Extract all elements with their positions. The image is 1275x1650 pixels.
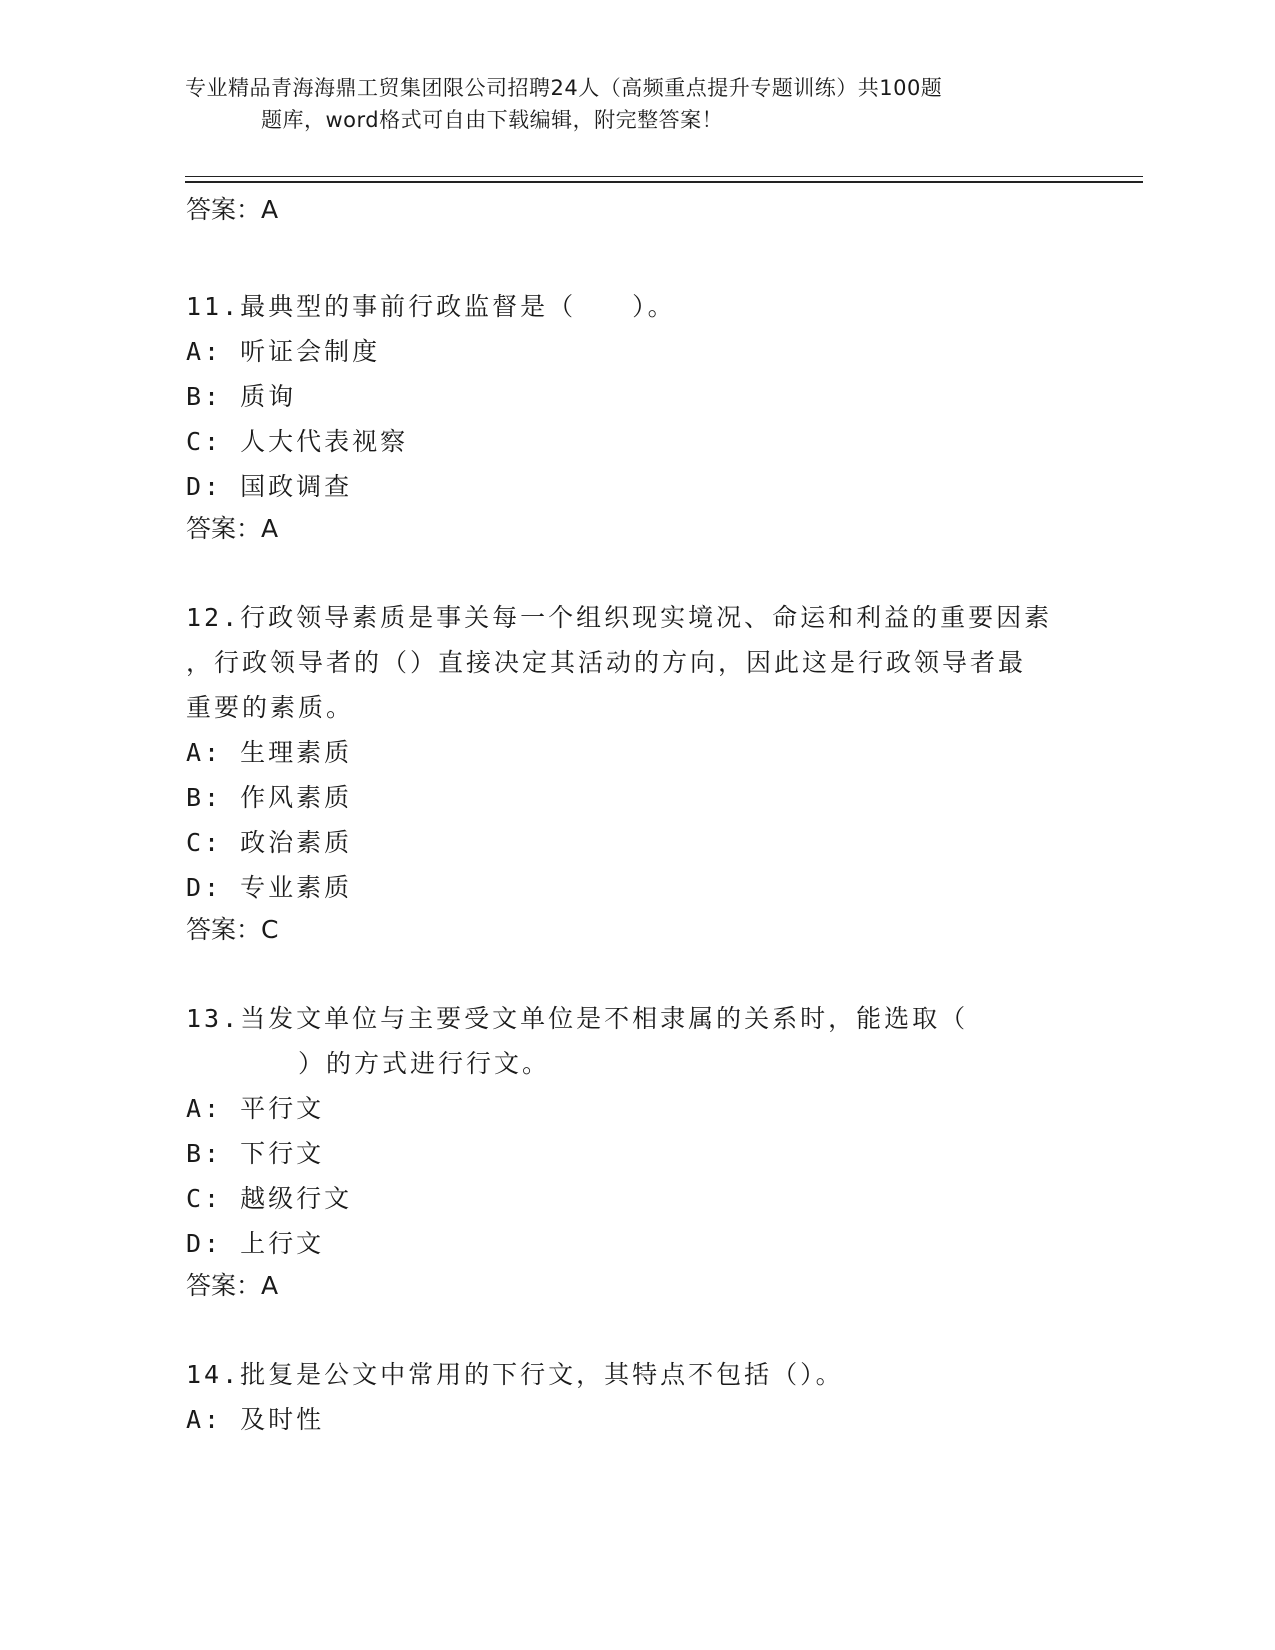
option-b: B: 质询 bbox=[186, 382, 297, 411]
answer: 答案：A bbox=[186, 1271, 279, 1300]
question-11 bbox=[186, 284, 1086, 549]
question-stem: 14.批复是公文中常用的下行文，其特点不包括（）。 bbox=[186, 1360, 844, 1389]
answer: 答案：C bbox=[186, 915, 279, 944]
page-header bbox=[185, 72, 1085, 136]
option-b: B: 下行文 bbox=[186, 1139, 325, 1168]
question-stem-line-2: ，行政领导者的（）直接决定其活动的方向，因此这是行政领导者最 bbox=[186, 648, 1027, 677]
option-a: A: 听证会制度 bbox=[186, 337, 381, 366]
question-14 bbox=[186, 1352, 1086, 1442]
option-d: D: 国政调查 bbox=[186, 472, 353, 501]
header-rule-thin bbox=[185, 176, 1143, 177]
header-line-1: 专业精品青海海鼎工贸集团限公司招聘24人（高频重点提升专题训练）共100题 bbox=[185, 76, 943, 100]
question-stem-line-3: 重要的素质。 bbox=[186, 693, 355, 722]
question-12 bbox=[186, 595, 1086, 950]
question-stem: 11.最典型的事前行政监督是（ ）。 bbox=[186, 292, 676, 321]
option-b: B: 作风素质 bbox=[186, 783, 353, 812]
header-line-2: 题库，word格式可自由下载编辑，附完整答案！ bbox=[261, 108, 724, 132]
option-a: A: 及时性 bbox=[186, 1405, 325, 1434]
option-c: C: 人大代表视察 bbox=[186, 427, 409, 456]
option-c: C: 政治素质 bbox=[186, 828, 353, 857]
option-d: D: 专业素质 bbox=[186, 873, 353, 902]
option-d: D: 上行文 bbox=[186, 1229, 325, 1258]
document-body bbox=[186, 190, 1086, 1442]
option-c: C: 越级行文 bbox=[186, 1184, 353, 1213]
answer: 答案：A bbox=[186, 514, 279, 543]
question-13 bbox=[186, 996, 1086, 1306]
previous-answer: 答案：A bbox=[186, 195, 279, 224]
header-rule-thick bbox=[185, 181, 1143, 183]
question-stem-line-1: 12.行政领导素质是事关每一个组织现实境况、命运和利益的重要因素 bbox=[186, 603, 1053, 632]
question-stem-line-2: ）的方式进行行文。 bbox=[186, 1049, 551, 1078]
question-stem-line-1: 13.当发文单位与主要受文单位是不相隶属的关系时，能选取（ bbox=[186, 1004, 969, 1033]
option-a: A: 平行文 bbox=[186, 1094, 325, 1123]
option-a: A: 生理素质 bbox=[186, 738, 353, 767]
